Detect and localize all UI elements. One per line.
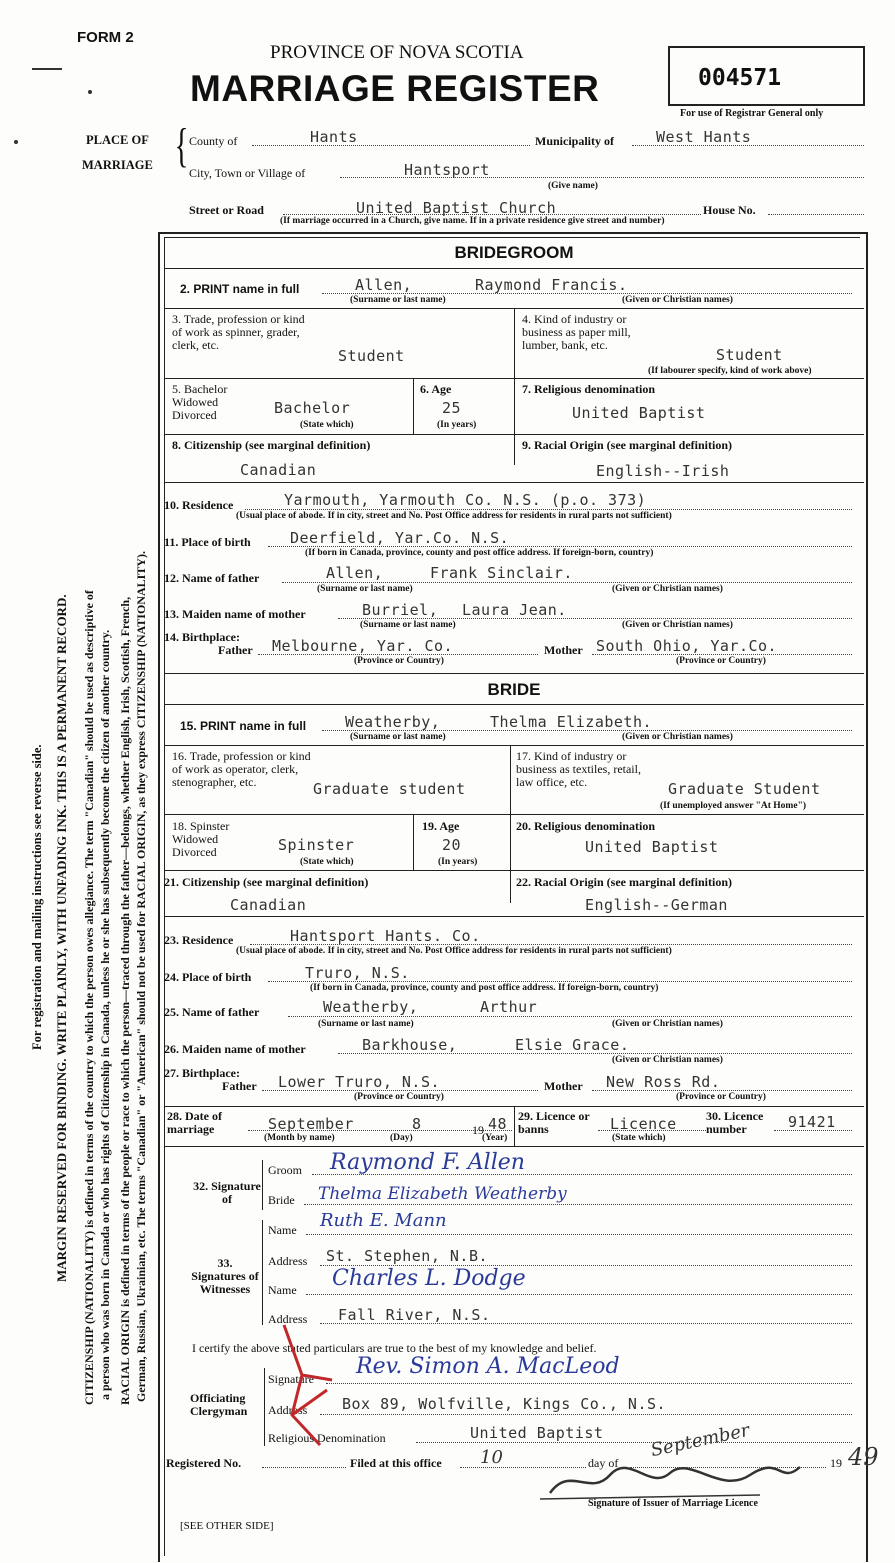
groom-mother-given: Laura Jean. [462,601,567,619]
bride-father-given: Arthur [480,998,538,1016]
bride-birthplace-label: 24. Place of birth [164,970,252,984]
registrar-note: For use of Registrar General only [680,108,824,119]
birth-note: (If born in Canada, province, county and post office address. If foreign-born, country) [305,548,654,558]
bride-father-label: 25. Name of father [164,1005,260,1019]
filed-year: 49 [848,1443,879,1471]
clergy-address-label: Address [268,1403,308,1417]
day-note: (Day) [390,1133,413,1143]
birth-note: (If born in Canada, province, county and post office address. If foreign-born, country) [310,983,659,993]
house-label: House No. [703,203,756,217]
bracket [262,1160,263,1210]
registration-number-box [668,46,865,106]
margin-racial-def-2: German, Russian, Ukrainian, etc. The terms "Canadian" or "American" should not be used for RACIAL ORIGIN, as they express CITIZENSHIP (NATIONALITY). [134,551,148,1402]
groom-father-label: 12. Name of father [164,571,260,585]
column-divider [413,379,414,434]
column-divider [413,815,414,870]
house-line [768,214,864,215]
bride-racial: English--German [585,896,728,914]
divider [164,814,864,815]
denomination-label: Religious Denomination [268,1431,386,1445]
inner-frame-top [164,237,860,238]
filed-year-prefix: 19 [830,1456,842,1470]
groom-status-label: 5. Bachelor Widowed Divorced [172,382,228,422]
given-note: (Given or Christian names) [622,620,733,630]
witness2-signature: Charles L. Dodge [332,1266,526,1291]
column-divider [514,309,515,465]
bride-trade: Graduate student [313,780,466,798]
bride-mother-given: Elsie Grace. [515,1036,630,1054]
stray-dot [88,90,92,94]
margin-instructions: For registration and mailing instructions see reverse side. [30,744,44,1050]
witness2-name-label: Name [268,1283,297,1297]
residence-note: (Usual place of abode. If in city, street and No. Post Office address for residents in rural parts not sufficient) [236,511,672,521]
licence-number: 91421 [788,1113,836,1131]
place-label-1: PLACE OF [86,133,149,147]
place-label-2: MARRIAGE [82,158,153,172]
bride-industry-note: (If unemployed answer "At Home") [660,801,807,811]
bride-birthplace-parents-label: 27. Birthplace: [164,1066,240,1080]
witness1-address: St. Stephen, N.B. [326,1247,489,1265]
groom-birthplace-parents-label: 14. Birthplace: [164,630,240,644]
registered-line [262,1467,346,1468]
year-note: (Year) [482,1133,508,1143]
given-note: (Given or Christian names) [622,732,733,742]
bride-citizenship: Canadian [230,896,307,914]
page-title: MARRIAGE REGISTER [190,68,600,109]
divider [164,916,864,917]
red-check-mark-icon [272,1320,342,1450]
province-note: (Province or Country) [354,1092,444,1102]
in-years-note: (In years) [438,857,478,867]
inner-frame-left [164,238,165,1556]
groom-age: 25 [442,399,462,417]
month-note: (Month by name) [264,1133,335,1143]
province-title: PROVINCE OF NOVA SCOTIA [270,42,524,63]
marriage-date-label: 28. Date of marriage [167,1109,222,1136]
given-note: (Given or Christian names) [622,295,733,305]
denomination-line [416,1442,852,1443]
registered-no-label: Registered No. [166,1456,242,1470]
bracket [264,1368,265,1446]
county-line [252,145,530,146]
county-label: County of [189,134,238,148]
marriage-month: September [268,1115,354,1133]
margin-citizenship-def-2: a person who was born in Canada or who has rights of Citizenship in Canada, unless he or she has subsequently become the citizen of another country. [98,629,112,1400]
state-which-note: (State which) [612,1133,666,1143]
municipality-value: West Hants [656,128,752,146]
groom-father-given: Frank Sinclair. [430,564,573,582]
witness2-address-label: Address [268,1312,308,1326]
bride-status-label: 18. Spinster Widowed Divorced [172,819,230,859]
bride-mother-label: 26. Maiden name of mother [164,1042,306,1056]
groom-section-title: BRIDEGROOM [454,243,574,262]
clergy-address-line [320,1414,852,1415]
licence-number-label: 30. Licence number [706,1109,764,1136]
surname-note: (Surname or last name) [317,584,413,594]
groom-signature: Raymond F. Allen [330,1150,525,1175]
groom-father-birthplace: Melbourne, Yar. Co. [272,637,454,655]
bride-residence-label: 23. Residence [164,933,234,947]
clergyman-label: Officiating Clergyman [190,1391,248,1418]
city-label: City, Town or Village of [189,166,306,180]
licence-label: 29. Licence or banns [518,1109,590,1136]
bride-sig-line [304,1204,852,1205]
groom-residence-line [245,509,852,510]
province-note: (Province or Country) [354,656,444,666]
marriage-year: 48 [488,1115,508,1133]
surname-note: (Surname or last name) [350,732,446,742]
bride-religion-label: 20. Religious denomination [516,819,656,833]
witness1-name-label: Name [268,1223,297,1237]
marriage-day: 8 [412,1115,422,1133]
witness2-address: Fall River, N.S. [338,1306,491,1324]
bride-mother-surname: Barkhouse, [362,1036,458,1054]
column-divider [514,1107,515,1146]
groom-mother-birthplace: South Ohio, Yar.Co. [596,637,778,655]
residence-note: (Usual place of abode. If in city, street and No. Post Office address for residents in rural parts not sufficient) [236,946,672,956]
given-note: (Given or Christian names) [612,584,723,594]
place-brace: { [174,119,189,172]
groom-father-line [282,582,852,583]
divider [164,870,864,871]
clergy-denomination: United Baptist [470,1424,604,1442]
divider [164,673,864,674]
groom-status: Bachelor [274,399,351,417]
province-note: (Province or Country) [676,1092,766,1102]
city-value: Hantsport [404,161,490,179]
clergy-signature: Rev. Simon A. MacLeod [356,1354,620,1379]
groom-residence: Yarmouth, Yarmouth Co. N.S. (p.o. 373) [284,491,647,509]
given-note: (Given or Christian names) [612,1055,723,1065]
groom-citizenship-label: 8. Citizenship (see marginal definition) [172,438,371,452]
mother-birthplace-label: Mother [544,643,583,657]
column-divider [510,746,511,903]
groom-industry: Student [716,346,783,364]
give-name-note: (Give name) [548,181,598,191]
groom-mother-surname: Burriel, [362,601,439,619]
stray-mark [32,68,62,70]
year-prefix: 19 [472,1123,484,1137]
divider [164,745,864,746]
groom-racial-label: 9. Racial Origin (see marginal definition) [522,438,732,452]
divider [164,378,864,379]
bride-name-label: 15. PRINT name in full [180,719,307,733]
groom-given-names: Raymond Francis. [475,276,628,294]
form-number: FORM 2 [77,29,134,46]
bride-father-line [288,1016,852,1017]
groom-sig-label: Groom [268,1163,302,1177]
groom-industry-label: 4. Kind of industry or business as paper mill, lumber, bank, etc. [522,312,631,352]
stray-dot [14,140,18,144]
witness1-name-line [306,1234,852,1235]
margin-racial-def: RACIAL ORIGIN is defined in terms of the people or race to which the person—traced through the father—belongs, whether English, Irish, Scottish, French, [118,596,132,1405]
surname-note: (Surname or last name) [360,620,456,630]
surname-note: (Surname or last name) [350,295,446,305]
given-note: (Given or Christian names) [612,1019,723,1029]
divider [164,482,864,483]
clergy-signature-label: Signature [268,1372,314,1386]
filed-label: Filed at this office [350,1456,442,1470]
mother-birthplace-label: Mother [544,1079,583,1093]
groom-birthplace: Deerfield, Yar.Co. N.S. [290,529,510,547]
bride-citizenship-label: 21. Citizenship (see marginal definition) [164,875,369,889]
witness1-address-label: Address [268,1254,308,1268]
groom-citizenship: Canadian [240,461,317,479]
bride-residence: Hantsport Hants. Co. [290,927,481,945]
groom-trade-label: 3. Trade, profession or kind of work as spinner, grader, clerk, etc. [172,312,305,352]
licence-or-banns: Licence [610,1115,677,1133]
groom-religion-label: 7. Religious denomination [522,382,656,396]
bride-mother-birthplace: New Ross Rd. [606,1073,721,1091]
certify-statement: I certify the above stated particulars are true to the best of my knowledge and belief. [192,1341,597,1355]
filed-day: 10 [480,1447,503,1468]
witness2-name-line [306,1294,852,1295]
groom-name-label: 2. PRINT name in full [180,282,300,296]
divider [164,704,864,705]
groom-birthplace-label: 11. Place of birth [164,535,251,549]
witness1-signature: Ruth E. Mann [320,1210,447,1231]
groom-trade: Student [338,347,405,365]
bride-age: 20 [442,836,462,854]
bride-father-birthplace: Lower Truro, N.S. [278,1073,441,1091]
groom-religion: United Baptist [572,404,706,422]
bride-industry-label: 17. Kind of industry or business as textiles, retail, law office, etc. [516,749,641,789]
witnesses-label: 33. Signatures of Witnesses [191,1256,259,1296]
groom-surname: Allen, [355,276,413,294]
bride-given-names: Thelma Elizabeth. [490,713,653,731]
groom-father-surname: Allen, [326,564,384,582]
bride-signature: Thelma Elizabeth Weatherby [318,1184,567,1204]
margin-binding-note: MARGIN RESERVED FOR BINDING. WRITE PLAINLY, WITH UNFADING INK. THIS IS A PERMANENT RECORD. [54,594,69,1282]
day-of-label: day of [588,1456,619,1470]
divider [164,268,864,269]
margin-citizenship-def: CITIZENSHIP (NATIONALITY) is defined in terms of the country to which the person owes allegiance. The term "Canadian" should be used as descriptive of [82,590,96,1405]
street-note: (If marriage occurred in a Church, give name. If in a private residence give street and number) [280,216,665,226]
bride-section-title: BRIDE [487,680,541,699]
groom-racial: English--Irish [596,462,730,480]
bracket [262,1220,263,1325]
bride-trade-label: 16. Trade, profession or kind of work as operator, clerk, stenographer, etc. [172,749,311,789]
bride-father-surname: Weatherby, [323,998,419,1016]
bride-birthplace: Truro, N.S. [305,964,410,982]
bride-sig-label: Bride [268,1193,295,1207]
county-value: Hants [310,128,358,146]
municipality-label: Municipality of [535,134,615,148]
see-other-side: [SEE OTHER SIDE] [180,1520,274,1532]
filed-month: September [648,1419,752,1462]
groom-residence-label: 10. Residence [164,498,234,512]
bride-religion: United Baptist [585,838,719,856]
province-note: (Province or Country) [676,656,766,666]
state-which-note: (State which) [300,857,354,867]
groom-age-label: 6. Age [420,382,452,396]
signature-of-label: 32. Signature of [193,1179,261,1206]
divider [164,434,864,435]
bride-age-label: 19. Age [422,819,460,833]
bride-industry: Graduate Student [668,780,821,798]
groom-mother-label: 13. Maiden name of mother [164,607,306,621]
groom-industry-note: (If labourer specify, kind of work above) [648,366,812,376]
street-label: Street or Road [189,203,264,217]
in-years-note: (In years) [437,420,477,430]
surname-note: (Surname or last name) [318,1019,414,1029]
clergy-address: Box 89, Wolfville, Kings Co., N.S. [342,1395,667,1413]
street-value: United Baptist Church [356,199,557,217]
father-birthplace-label: Father [222,1079,257,1093]
bride-status: Spinster [278,836,355,854]
bride-racial-label: 22. Racial Origin (see marginal definition) [516,875,732,889]
state-which-note: (State which) [300,420,354,430]
clergy-signature-line [326,1383,852,1384]
bride-surname: Weatherby, [345,713,441,731]
issuer-label: Signature of Issuer of Marriage Licence [588,1498,758,1509]
divider [164,1146,864,1147]
registration-number: 004571 [698,65,782,91]
father-birthplace-label: Father [218,643,253,657]
